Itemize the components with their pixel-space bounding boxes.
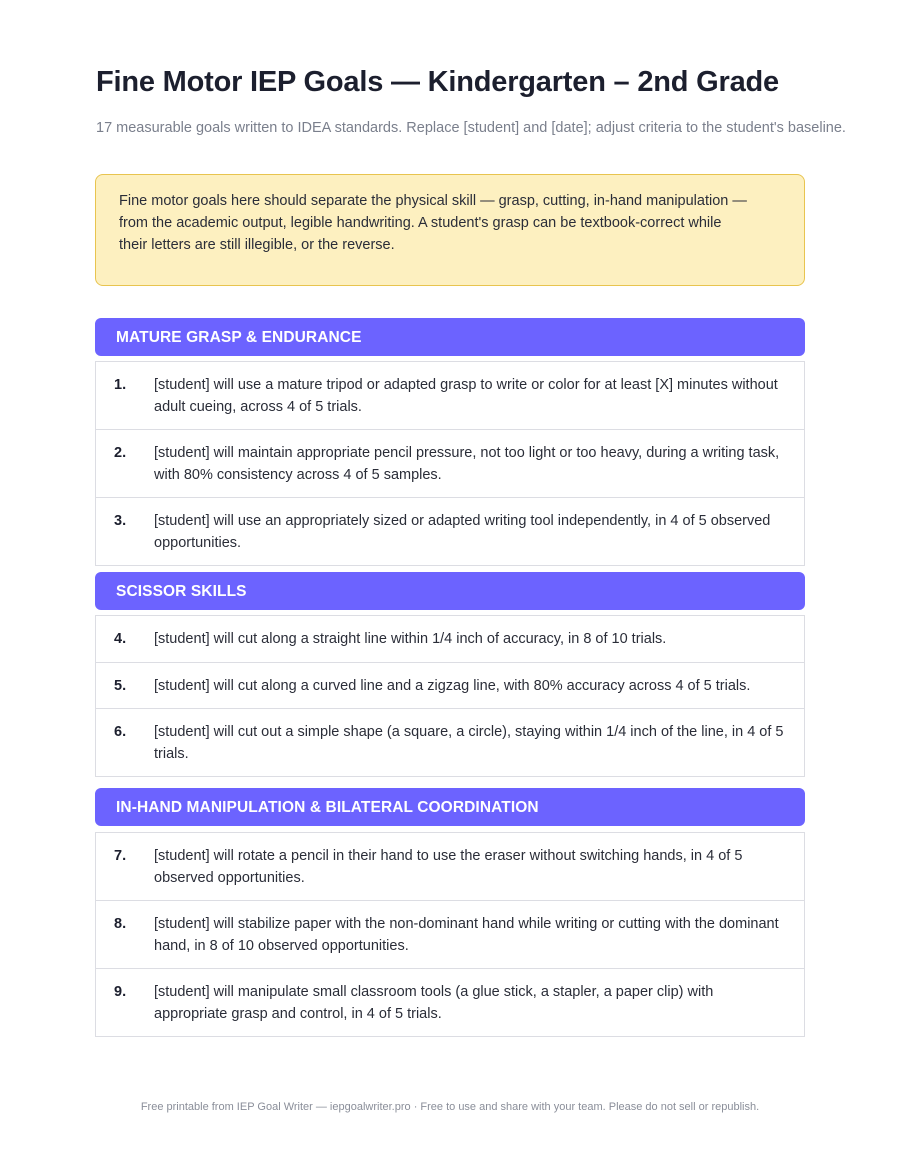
page-title: Fine Motor IEP Goals — Kindergarten – 2nd Grade [96, 66, 779, 98]
goal-text: [student] will maintain appropriate pencil pressure, not too light or too heavy, during a writing task, with 80% consistency across 4 of 5 samples. [154, 445, 780, 483]
goal-row [96, 900, 804, 968]
goal-text: [student] will use an appropriately sized or adapted writing tool independently, in 4 of 5 observed opportunities. [154, 513, 771, 551]
section-header-scissor: SCISSOR SKILLS [95, 572, 805, 610]
section-header-grasp: MATURE GRASP & ENDURANCE [95, 318, 805, 356]
goal-list-in-hand [95, 832, 805, 1037]
page-subtitle: 17 measurable goals written to IDEA standards. Replace [student] and [date]; adjust criteria to the student's baseline. [96, 120, 846, 136]
goal-number: 5. [114, 677, 127, 694]
goal-number: 6. [114, 724, 127, 740]
goal-row [96, 362, 804, 429]
goal-text: [student] will rotate a pencil in their hand to use the eraser without switching hands, in 4 of 5 observed opportunities. [154, 848, 743, 886]
goal-text: [student] will use a mature tripod or adapted grasp to write or color for at least [X] minutes without adult cueing, across 4 of 5 trials. [154, 377, 778, 415]
goal-number: 9. [114, 984, 127, 1000]
goal-number: 2. [114, 445, 127, 461]
goal-text: [student] will manipulate small classroom tools (a glue stick, a stapler, a paper clip) with appropriate grasp and control, in 4 of 5 trials. [154, 984, 714, 1022]
goal-list-grasp [95, 361, 805, 566]
goal-text: [student] will cut along a straight line within 1/4 inch of accuracy, in 8 of 10 trials. [154, 631, 667, 647]
callout-line: their letters are still illegible, or the reverse. [119, 237, 395, 253]
callout-line: Fine motor goals here should separate the physical skill — grasp, cutting, in-hand manipulation — [119, 193, 747, 209]
goal-row [96, 497, 804, 565]
goal-list-scissor [95, 615, 805, 777]
goal-number: 8. [114, 916, 127, 932]
goal-number: 4. [114, 631, 127, 647]
goal-row [96, 616, 804, 662]
goal-number: 1. [114, 377, 127, 393]
goal-text: [student] will cut along a curved line and a zigzag line, with 80% accuracy across 4 of 5 trials. [154, 677, 751, 694]
callout-note [95, 174, 805, 286]
goal-number: 7. [114, 848, 127, 864]
goal-row [96, 708, 804, 776]
goal-row [96, 429, 804, 497]
callout-line: from the academic output, legible handwriting. A student's grasp can be textbook-correct while [119, 215, 722, 231]
goal-row [96, 968, 804, 1036]
goal-row [96, 662, 804, 709]
goal-row [96, 833, 804, 900]
goal-number: 3. [114, 513, 127, 529]
page-footer: Free printable from IEP Goal Writer — iepgoalwriter.pro · Free to use and share with your team. Please do not sell or republish. [140, 1101, 760, 1113]
section-header-in-hand: IN-HAND MANIPULATION & BILATERAL COORDINATION [95, 788, 805, 826]
goal-text: [student] will cut out a simple shape (a square, a circle), staying within 1/4 inch of the line, in 4 of 5 trials. [154, 724, 784, 762]
goal-text: [student] will stabilize paper with the non-dominant hand while writing or cutting with the dominant hand, in 8 of 10 observed opportunities. [154, 916, 779, 954]
